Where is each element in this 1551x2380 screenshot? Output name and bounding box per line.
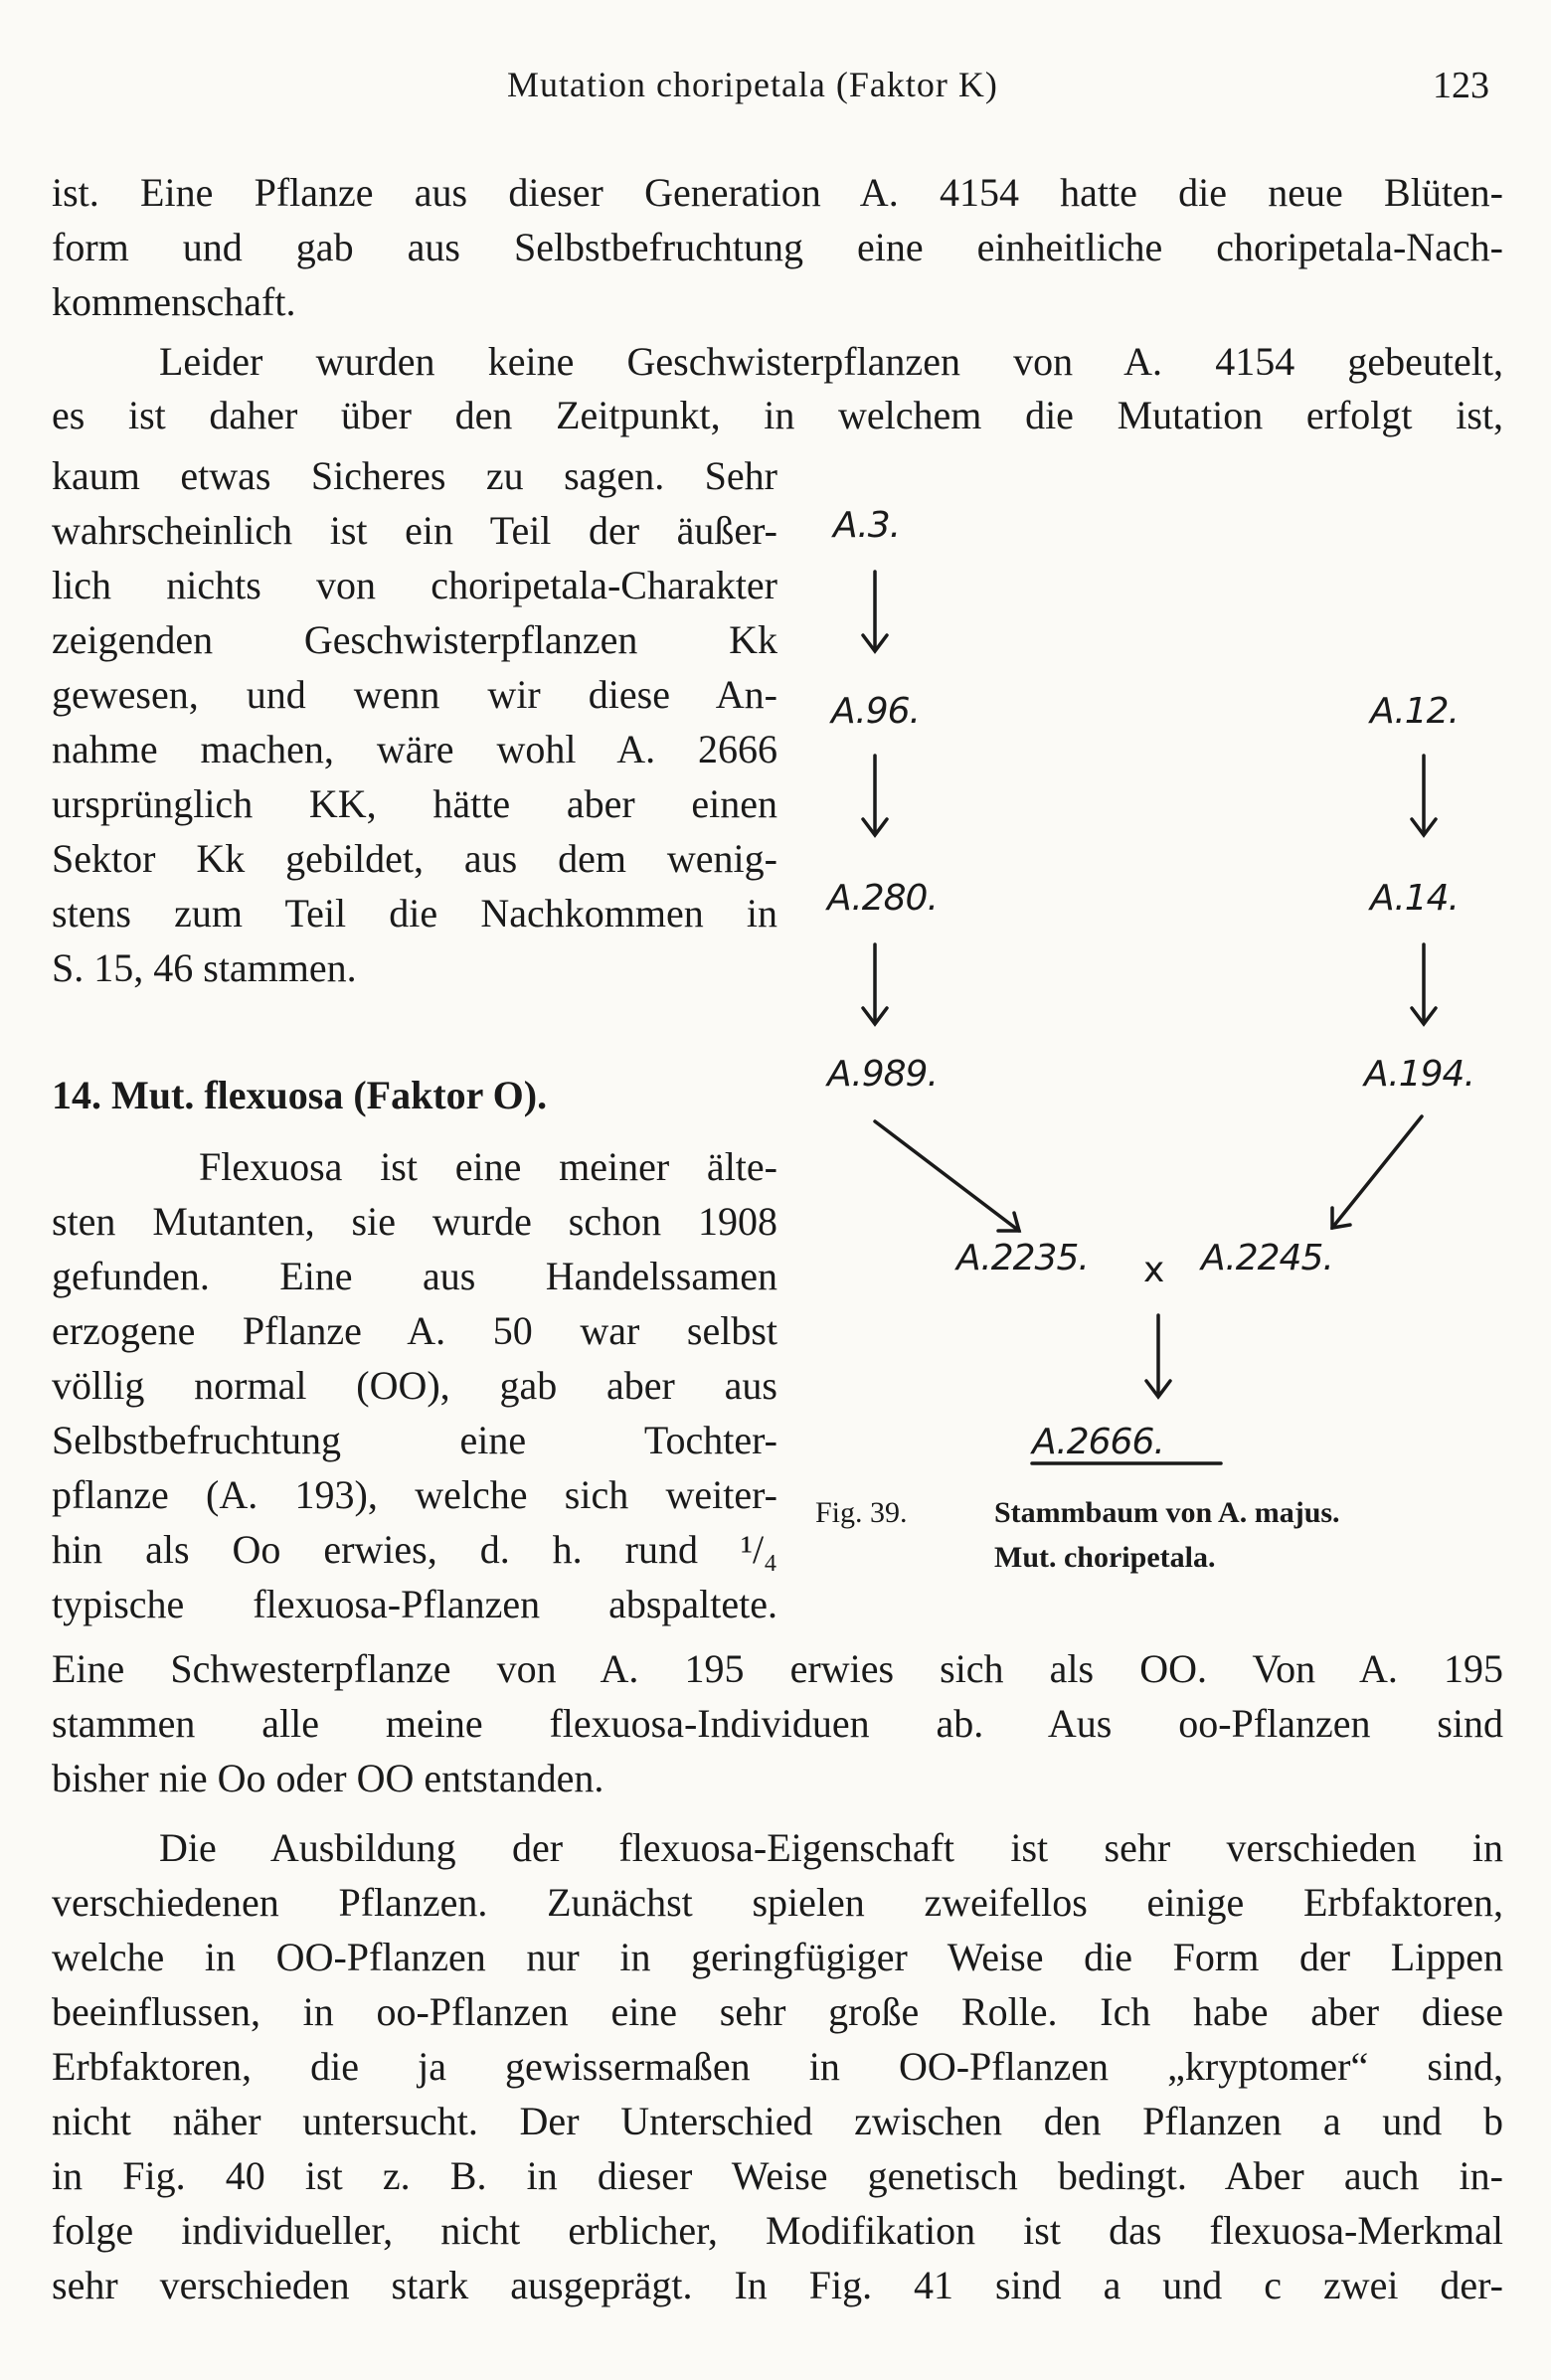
- figure-label: Fig. 39.: [815, 1496, 908, 1529]
- text-line: kommenschaft.: [52, 279, 296, 324]
- section-heading: 14. Mut. flexuosa (Faktor O).: [52, 1073, 548, 1117]
- text-line: typische flexuosa-Pflanzen abspaltete.: [52, 1582, 777, 1626]
- node-a280: A.280.: [827, 878, 938, 919]
- text-line: Eine Schwesterpflanze von A. 195 erwies sich als OO. Von A. 195: [52, 1646, 1503, 1691]
- running-title: Mutation choripetala (Faktor K): [507, 65, 998, 104]
- text-line: gewesen, und wenn wir diese An-: [52, 672, 777, 717]
- figure-caption-line-1: Stammbaum von A. majus.: [994, 1496, 1340, 1529]
- text-line: zeigenden Geschwisterpflanzen Kk: [52, 617, 777, 662]
- text-line: nicht näher untersucht. Der Unterschied zwischen den Pflanzen a und b: [52, 2099, 1503, 2143]
- text-line: welche in OO-Pflanzen nur in geringfügiger Weise die Form der Lippen: [52, 1935, 1503, 1979]
- page-number: 123: [1433, 65, 1489, 106]
- text-line: beeinflussen, in oo-Pflanzen eine sehr große Rolle. Ich habe aber diese: [52, 1989, 1503, 2034]
- text-line: Erbfaktoren, die ja gewissermaßen in OO-Pflanzen „kryptomer“ sind,: [52, 2044, 1503, 2089]
- node-a3: A.3.: [833, 505, 901, 546]
- text-line: kaum etwas Sicheres zu sagen. Sehr: [52, 453, 777, 498]
- arrow-a194-a2245: [1332, 1116, 1422, 1228]
- node-a989: A.989.: [827, 1054, 938, 1095]
- text-line: nahme machen, wäre wohl A. 2666: [52, 727, 777, 771]
- text-line: S. 15, 46 stammen.: [52, 945, 357, 990]
- node-a12: A.12.: [1370, 691, 1459, 732]
- text-line: bisher nie Oo oder OO entstanden.: [52, 1756, 604, 1800]
- cross-symbol: x: [1143, 1250, 1164, 1290]
- figure-caption-line-2: Mut. choripetala.: [994, 1541, 1216, 1574]
- node-a2666: A.2666.: [1032, 1422, 1164, 1462]
- text-line: verschiedenen Pflanzen. Zunächst spielen zweifellos einige Erbfaktoren,: [52, 1880, 1503, 1925]
- text-line: ist. Eine Pflanze aus dieser Generation A. 4154 hatte die neue Blüten-: [52, 170, 1503, 215]
- text-line: lich nichts von choripetala-Charakter: [52, 563, 777, 607]
- text-line: erzogene Pflanze A. 50 war selbst: [52, 1308, 777, 1353]
- text-line: pflanze (A. 193), welche sich weiter-: [52, 1472, 777, 1517]
- text-line: Sektor Kk gebildet, aus dem wenig-: [52, 836, 777, 881]
- arrow-a14-a194: [1412, 944, 1436, 1024]
- text-line: stammen alle meine flexuosa-Individuen ab. Aus oo-Pflanzen sind: [52, 1701, 1503, 1746]
- text-line: wahrscheinlich ist ein Teil der äußer-: [52, 508, 777, 553]
- text-line: es ist daher über den Zeitpunkt, in welchem die Mutation erfolgt ist,: [52, 393, 1503, 437]
- node-a2235: A.2235.: [956, 1238, 1089, 1278]
- text-line: ursprünglich KK, hätte aber einen: [52, 781, 777, 826]
- pedigree-figure: [795, 502, 1491, 1606]
- arrow-a280-a989: [863, 944, 887, 1024]
- text-line: völlig normal (OO), gab aber aus: [52, 1363, 777, 1408]
- text-line: folge individueller, nicht erblicher, Modifikation ist das flexuosa-Merkmal: [52, 2208, 1503, 2253]
- text-line: Leider wurden keine Geschwisterpflanzen von A. 4154 gebeutelt,: [159, 339, 1503, 384]
- text-line: in Fig. 40 ist z. B. in dieser Weise genetisch bedingt. Aber auch in-: [52, 2153, 1503, 2198]
- text-line: Selbstbefruchtung eine Tochter-: [52, 1418, 777, 1462]
- text-line: form und gab aus Selbstbefruchtung eine einheitliche choripetala-Nach-: [52, 225, 1503, 269]
- page-header: [0, 64, 1551, 123]
- arrow-a3-a96: [863, 572, 887, 651]
- text-line: sehr verschieden stark ausgeprägt. In Fig. 41 sind a und c zwei der-: [52, 2263, 1503, 2307]
- node-a14: A.14.: [1370, 878, 1459, 919]
- text-line: gefunden. Eine aus Handelssamen: [52, 1254, 777, 1298]
- node-a2245: A.2245.: [1201, 1238, 1333, 1278]
- node-a96: A.96.: [831, 691, 920, 732]
- arrow-cross-a2666: [1146, 1315, 1170, 1397]
- text-line: stens zum Teil die Nachkommen in: [52, 891, 777, 935]
- node-a194: A.194.: [1364, 1054, 1474, 1095]
- arrow-a96-a280: [863, 756, 887, 835]
- arrow-a989-a2235: [875, 1121, 1019, 1231]
- text-line: hin als Oo erwies, d. h. rund ¹/₄: [52, 1527, 777, 1572]
- text-line: sten Mutanten, sie wurde schon 1908: [52, 1199, 777, 1244]
- arrow-a12-a14: [1412, 756, 1436, 835]
- text-line: Die Ausbildung der flexuosa-Eigenschaft ist sehr verschieden in: [159, 1825, 1503, 1870]
- text-line: Flexuosa ist eine meiner älte-: [199, 1144, 777, 1189]
